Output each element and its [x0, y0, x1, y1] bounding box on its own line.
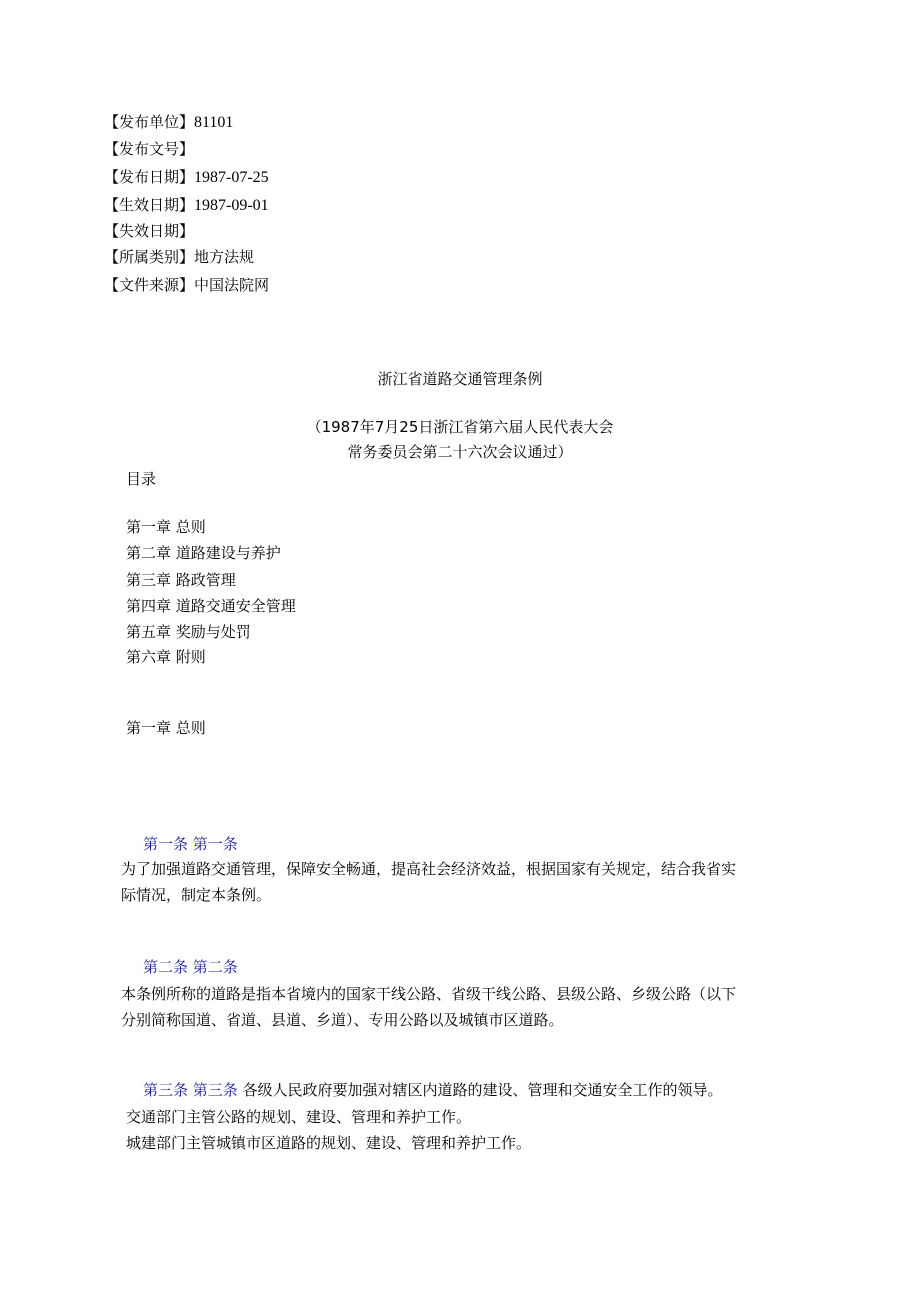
- meta-doc-number: [104, 138, 194, 160]
- meta-label: 【发布单位】: [104, 113, 195, 131]
- toc-item: 第二章 道路建设与养护: [126, 544, 281, 562]
- meta-value: 81101: [194, 114, 234, 131]
- meta-value: 地方法规: [194, 248, 255, 266]
- meta-label: 【发布文号】: [104, 140, 195, 158]
- meta-publish-date: [104, 166, 269, 188]
- meta-value: 1987-09-01: [194, 197, 269, 214]
- article-2-text-line: 分别简称国道、省道、县道、乡道）、专用公路以及城镇市区道路。: [121, 1011, 564, 1029]
- meta-label: 【生效日期】: [104, 196, 195, 214]
- subtitle-line-2: 常务委员会第二十六次会议通过）: [347, 443, 573, 461]
- document-title: 浙江省道路交通管理条例: [377, 370, 543, 388]
- article-2-text-line: 本条例所称的道路是指本省境内的国家干线公路、省级干线公路、县级公路、乡级公路（以下: [121, 985, 737, 1003]
- article-3-text-line: 交通部门主管公路的规划、建设、管理和养护工作。: [126, 1108, 472, 1126]
- toc-item: 第五章 奖励与处罚: [126, 623, 251, 641]
- article-3-first-line: [143, 1079, 723, 1101]
- toc-item: 第六章 附则: [126, 648, 206, 666]
- meta-value: 1987-07-25: [194, 169, 269, 186]
- meta-label: 【发布日期】: [104, 168, 195, 186]
- article-1-heading: 第一条 第一条: [143, 835, 238, 853]
- meta-label: 【失效日期】: [104, 222, 195, 240]
- meta-effective-date: [104, 194, 269, 216]
- toc-item: 第一章 总则: [126, 518, 206, 536]
- subtitle-line-1: （1987年7月25日浙江省第六届人民代表大会: [306, 418, 614, 436]
- toc-heading: 目录: [126, 470, 157, 488]
- article-3-first-text: 各级人民政府要加强对辖区内道路的建设、管理和交通安全工作的领导。: [237, 1081, 723, 1099]
- chapter-heading: 第一章 总则: [126, 719, 206, 737]
- meta-label: 【所属类别】: [104, 248, 195, 266]
- meta-source: [104, 274, 269, 296]
- toc-item: 第三章 路政管理: [126, 571, 236, 589]
- article-3-text-line: 城建部门主管城镇市区道路的规划、建设、管理和养护工作。: [126, 1134, 532, 1152]
- meta-expiry-date: [104, 220, 194, 242]
- meta-value: 中国法院网: [194, 276, 270, 294]
- article-3-heading: 第三条 第三条: [143, 1081, 238, 1099]
- meta-category: [104, 246, 254, 268]
- article-2-heading: 第二条 第二条: [143, 958, 238, 976]
- toc-item: 第四章 道路交通安全管理: [126, 597, 296, 615]
- article-1-text-line: 为了加强道路交通管理，保障安全畅通，提高社会经济效益，根据国家有关规定，结合我省实: [121, 860, 737, 878]
- meta-publisher: [104, 111, 233, 133]
- meta-label: 【文件来源】: [104, 276, 195, 294]
- article-1-text-line: 际情况，制定本条例。: [121, 886, 272, 904]
